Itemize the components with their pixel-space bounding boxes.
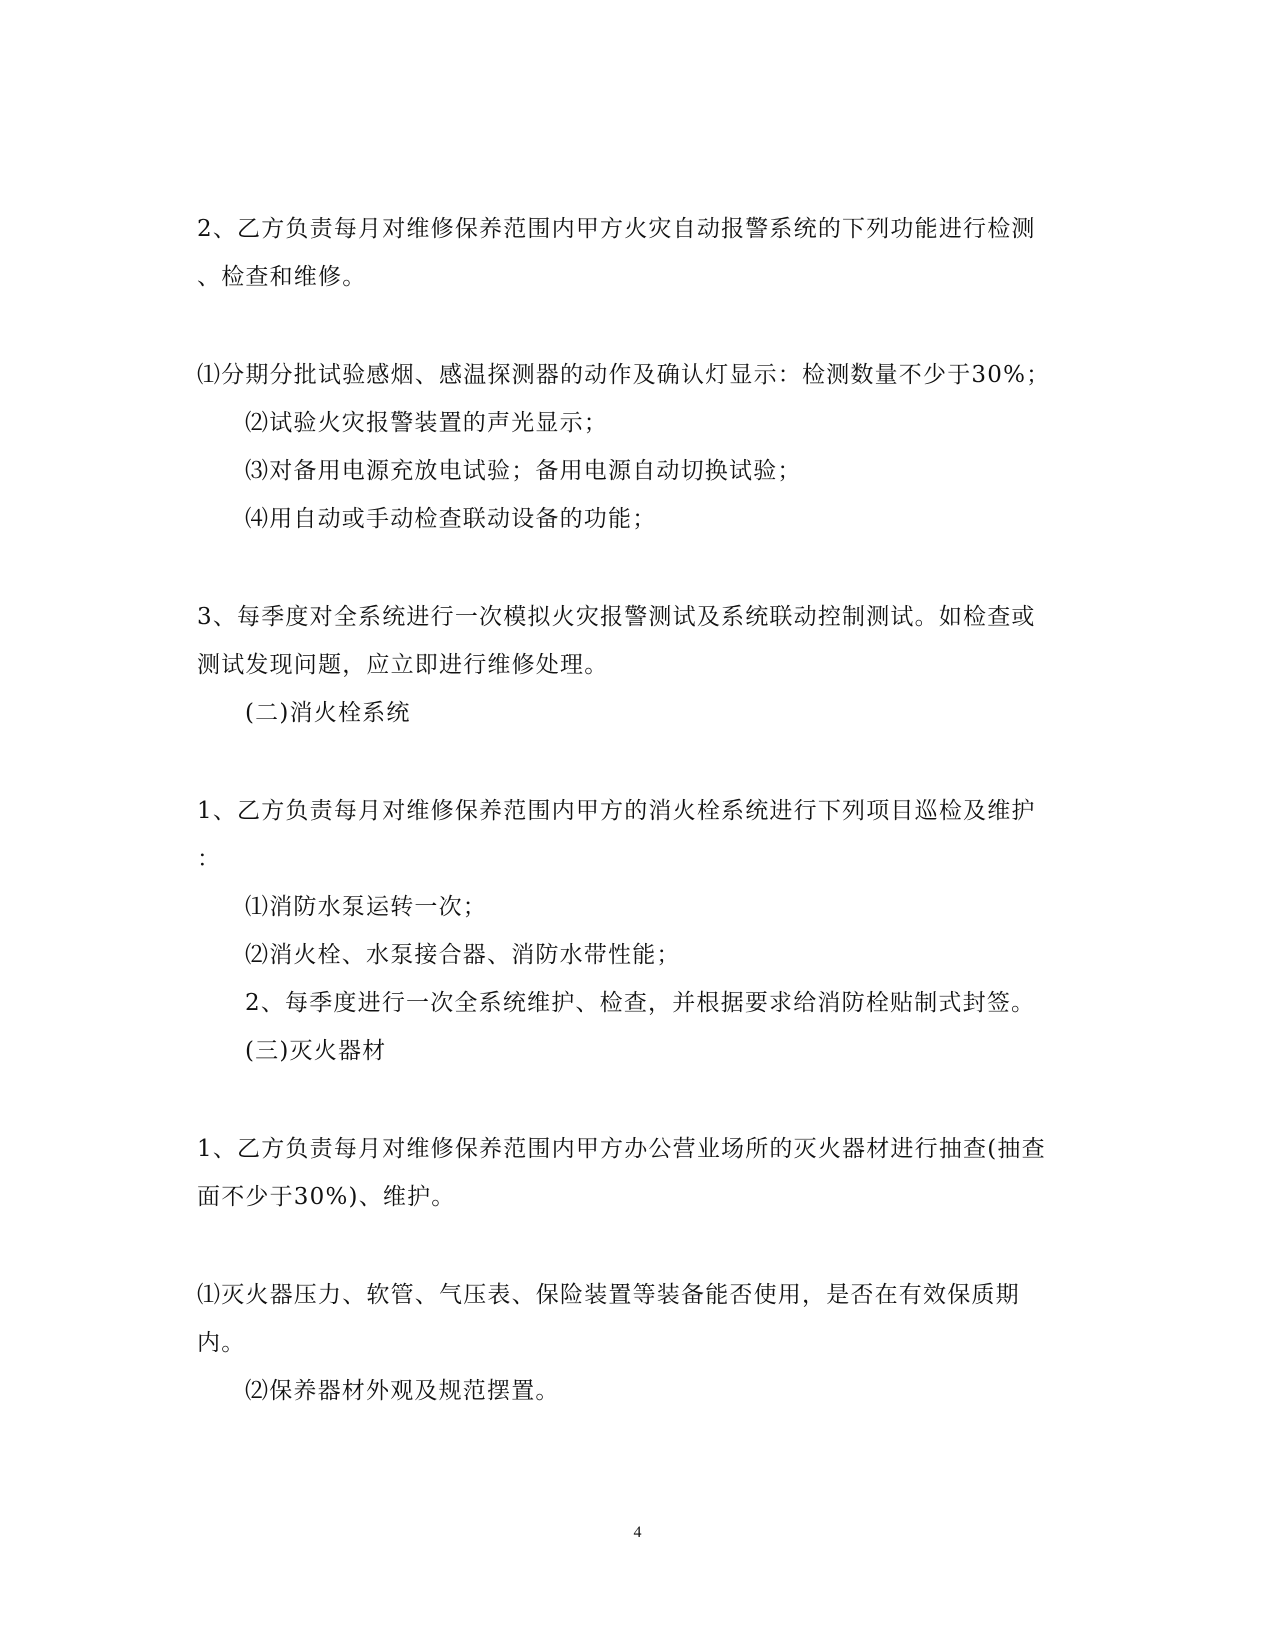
paragraph-line: 2、每季度进行一次全系统维护、检查，并根据要求给消防栓贴制式封签。 (245, 990, 1036, 1016)
section-heading: (三)灭火器材 (245, 1038, 387, 1064)
paragraph-line: 面不少于30%)、维护。 (197, 1184, 456, 1210)
list-item: ⑵试验火灾报警装置的声光显示； (245, 410, 608, 436)
paragraph-line: 1、乙方负责每月对维修保养范围内甲方办公营业场所的灭火器材进行抽查(抽查 (197, 1136, 1046, 1162)
paragraph-line: ： (197, 846, 222, 872)
list-item: ⑴消防水泵运转一次； (245, 894, 487, 920)
list-item: ⑵保养器材外观及规范摆置。 (245, 1378, 560, 1404)
paragraph-line: ⑴分期分批试验感烟、感温探测器的动作及确认灯显示：检测数量不少于30%； (197, 362, 1051, 388)
section-heading: (二)消火栓系统 (245, 700, 411, 726)
list-item: ⑵消火栓、水泵接合器、消防水带性能； (245, 942, 681, 968)
paragraph-line: 内。 (197, 1330, 246, 1356)
page-number: 4 (633, 1524, 642, 1541)
list-item: ⑷用自动或手动检查联动设备的功能； (245, 506, 657, 532)
list-item: ⑶对备用电源充放电试验；备用电源自动切换试验； (245, 458, 802, 484)
paragraph-line: ⑴灭火器压力、软管、气压表、保险装置等装备能否使用，是否在有效保质期 (197, 1282, 1020, 1308)
paragraph-line: 1、乙方负责每月对维修保养范围内甲方的消火栓系统进行下列项目巡检及维护 (197, 798, 1036, 824)
paragraph-line: 测试发现问题，应立即进行维修处理。 (197, 652, 609, 678)
paragraph-line: 、检查和维修。 (197, 264, 367, 290)
paragraph-line: 3、每季度对全系统进行一次模拟火灾报警测试及系统联动控制测试。如检查或 (197, 604, 1036, 630)
paragraph-line: 2、乙方负责每月对维修保养范围内甲方火灾自动报警系统的下列功能进行检测 (197, 216, 1036, 242)
